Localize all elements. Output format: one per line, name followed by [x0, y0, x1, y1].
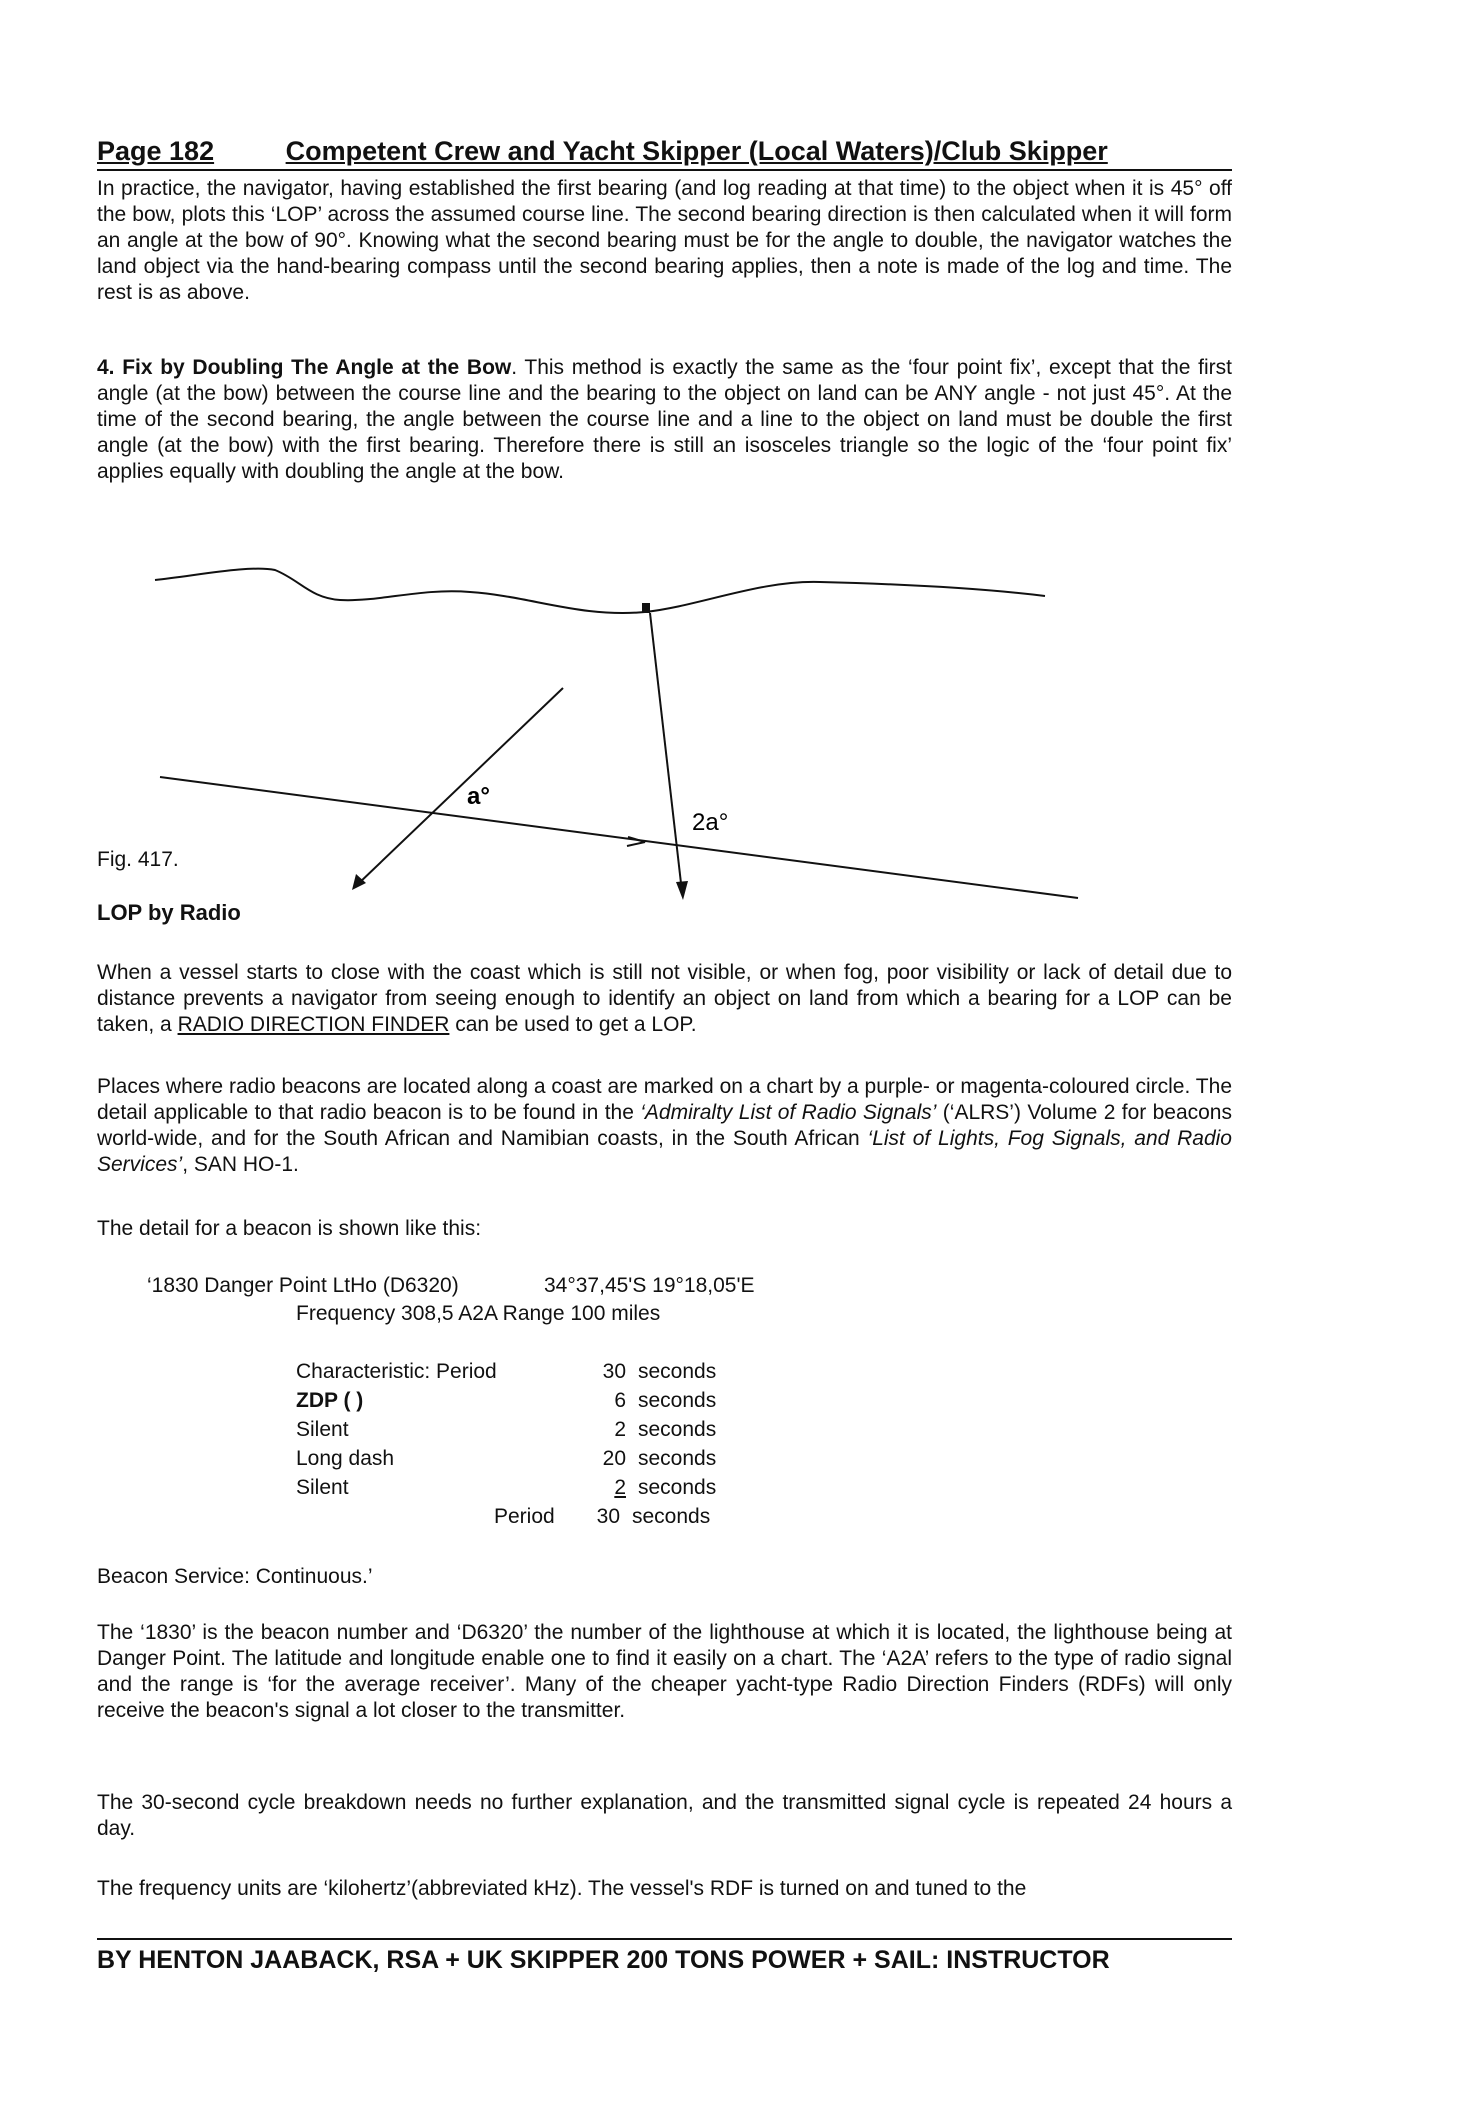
paragraph-radio-beacons: [97, 1074, 1232, 1178]
beacon-row-unit: seconds: [638, 1389, 717, 1412]
doubling-angle-diagram: [0, 540, 1479, 910]
second-bearing-line: [650, 613, 682, 892]
beacons-sa-list-title: ‘List of Lights, Fog Signals, and Radio Services’: [97, 1127, 1232, 1176]
paragraph-radio-intro-text: When a vessel starts to close with the coast which is still not visible, or when fog, poor visibility or lack of detail due to distance prevents a navigator from seeing enough to identify an object on land from which a bearing for a LOP can be taken, a: [97, 961, 1232, 1036]
beacon-line-1b: 34°37,45'S 19°18,05'E: [544, 1274, 755, 1297]
beacon-row-label: Silent: [296, 1418, 349, 1441]
beacon-line-1a: ‘1830 Danger Point LtHo (D6320): [147, 1274, 459, 1297]
beacons-text-c: , SAN HO-1.: [182, 1153, 299, 1176]
beacon-line-2: Frequency 308,5 A2A Range 100 miles: [296, 1302, 661, 1325]
beacon-row-unit: seconds: [638, 1418, 717, 1441]
book-title: Competent Crew and Yacht Skipper (Local Waters)/Club Skipper: [285, 136, 1108, 166]
rdf-link[interactable]: RADIO DIRECTION FINDER: [177, 1013, 450, 1036]
beacon-row-num: 2: [614, 1418, 626, 1441]
beacon-row-unit: seconds: [638, 1447, 717, 1470]
beacons-text-a: Places where radio beacons are located along a coast are marked on a chart by a purple- or magenta-coloured circle. The detail applicable to that radio beacon is to be found in the: [97, 1075, 1232, 1124]
page-header: [97, 136, 1232, 171]
page-number: Page 182: [97, 136, 215, 166]
paragraph-radio-intro-end: can be used to get a LOP.: [449, 1013, 697, 1036]
land-object-marker: [642, 603, 650, 613]
paragraph-radio-intro: [97, 960, 1232, 1038]
second-bearing-arrowhead: [676, 881, 688, 900]
beacon-total-label: Period: [494, 1505, 555, 1528]
angle-a-label: a°: [467, 783, 490, 810]
beacon-row-label: ZDP ( ): [296, 1389, 364, 1412]
beacon-row-unit: seconds: [638, 1476, 717, 1499]
beacon-total-num: 30: [596, 1505, 620, 1528]
beacon-row-label: Long dash: [296, 1447, 395, 1470]
section-heading-lop-radio: LOP by Radio: [97, 900, 241, 925]
paragraph-detail-intro: The detail for a beacon is shown like this:: [97, 1217, 482, 1240]
paragraph-doubling-angle-body: . This method is exactly the same as the ‘four point fix’, except that the first angle (at the bow) between the course line and the bearing to the object on land can be ANY angle - not just 45°. At the time of the second bearing, the angle between the course line and a line to the object on land must be double the first angle (at the bow) with the first bearing. Therefore there is still an isosceles triangle so the logic of the ‘four point fix’ applies equally with doubling the angle at the bow.: [97, 356, 1232, 483]
beacon-row-unit: seconds: [638, 1360, 717, 1383]
paragraph-beacon-service: Beacon Service: Continuous.’: [97, 1565, 373, 1588]
beacon-row-num: 2: [614, 1476, 626, 1499]
coastline: [155, 569, 1045, 613]
angle-2a-label: 2a°: [692, 809, 729, 836]
paragraph-frequency: The frequency units are ‘kilohertz’(abbreviated kHz). The vessel's RDF is turned on and tuned to the: [97, 1877, 1027, 1900]
paragraph-beacon-explained: The ‘1830’ is the beacon number and ‘D6320’ the number of the lighthouse at which it is located, the lighthouse being at Danger Point. The latitude and longitude enable one to find it easily on a chart. The ‘A2A’ refers to the type of radio signal and the range is ‘for the average receiver’. Many of the cheaper yacht-type Radio Direction Finders (RDFs) will only receive the beacon's signal a lot closer to the transmitter.: [97, 1621, 1232, 1722]
paragraph-practice: In practice, the navigator, having established the first bearing (and log reading at that time) to the object when it is 45° off the bow, plots this ‘LOP’ across the assumed course line. The second bearing direction is then calculated when it will form an angle at the bow of 90°. Knowing what the second bearing must be for the angle to double, the navigator watches the land object via the hand-bearing compass until the second bearing applies, then a note is made of the log and time. The rest is as above.: [97, 177, 1232, 304]
paragraph-doubling-angle: [97, 355, 1232, 485]
beacon-row-num: 20: [602, 1447, 626, 1470]
figure-caption: Fig. 417.: [97, 848, 179, 871]
beacon-row-num: 30: [602, 1360, 626, 1383]
course-arrow: [627, 837, 645, 846]
beacon-row-num: 6: [614, 1389, 626, 1412]
beacon-row-label: Silent: [296, 1476, 349, 1499]
paragraph-doubling-angle-title: 4. Fix by Doubling The Angle at the Bow: [97, 356, 512, 379]
beacons-text-b: (‘ALRS’) Volume 2 for beacons world-wide, and for the South African and Namibian coasts, in the South African: [97, 1101, 1232, 1150]
page-footer: BY HENTON JAABACK, RSA + UK SKIPPER 200 TONS POWER + SAIL: INSTRUCTOR: [97, 1938, 1232, 1975]
paragraph-cycle: The 30-second cycle breakdown needs no further explanation, and the transmitted signal cycle is repeated 24 hours a day.: [97, 1791, 1232, 1840]
beacon-row-label: Characteristic: Period: [296, 1360, 497, 1383]
first-bearing-line: [357, 688, 563, 885]
beacon-total-unit: seconds: [632, 1505, 711, 1528]
course-line: [160, 777, 1078, 898]
first-bearing-arrowhead: [352, 874, 366, 890]
beacons-alrs-title: ‘Admiralty List of Radio Signals’: [640, 1101, 937, 1124]
